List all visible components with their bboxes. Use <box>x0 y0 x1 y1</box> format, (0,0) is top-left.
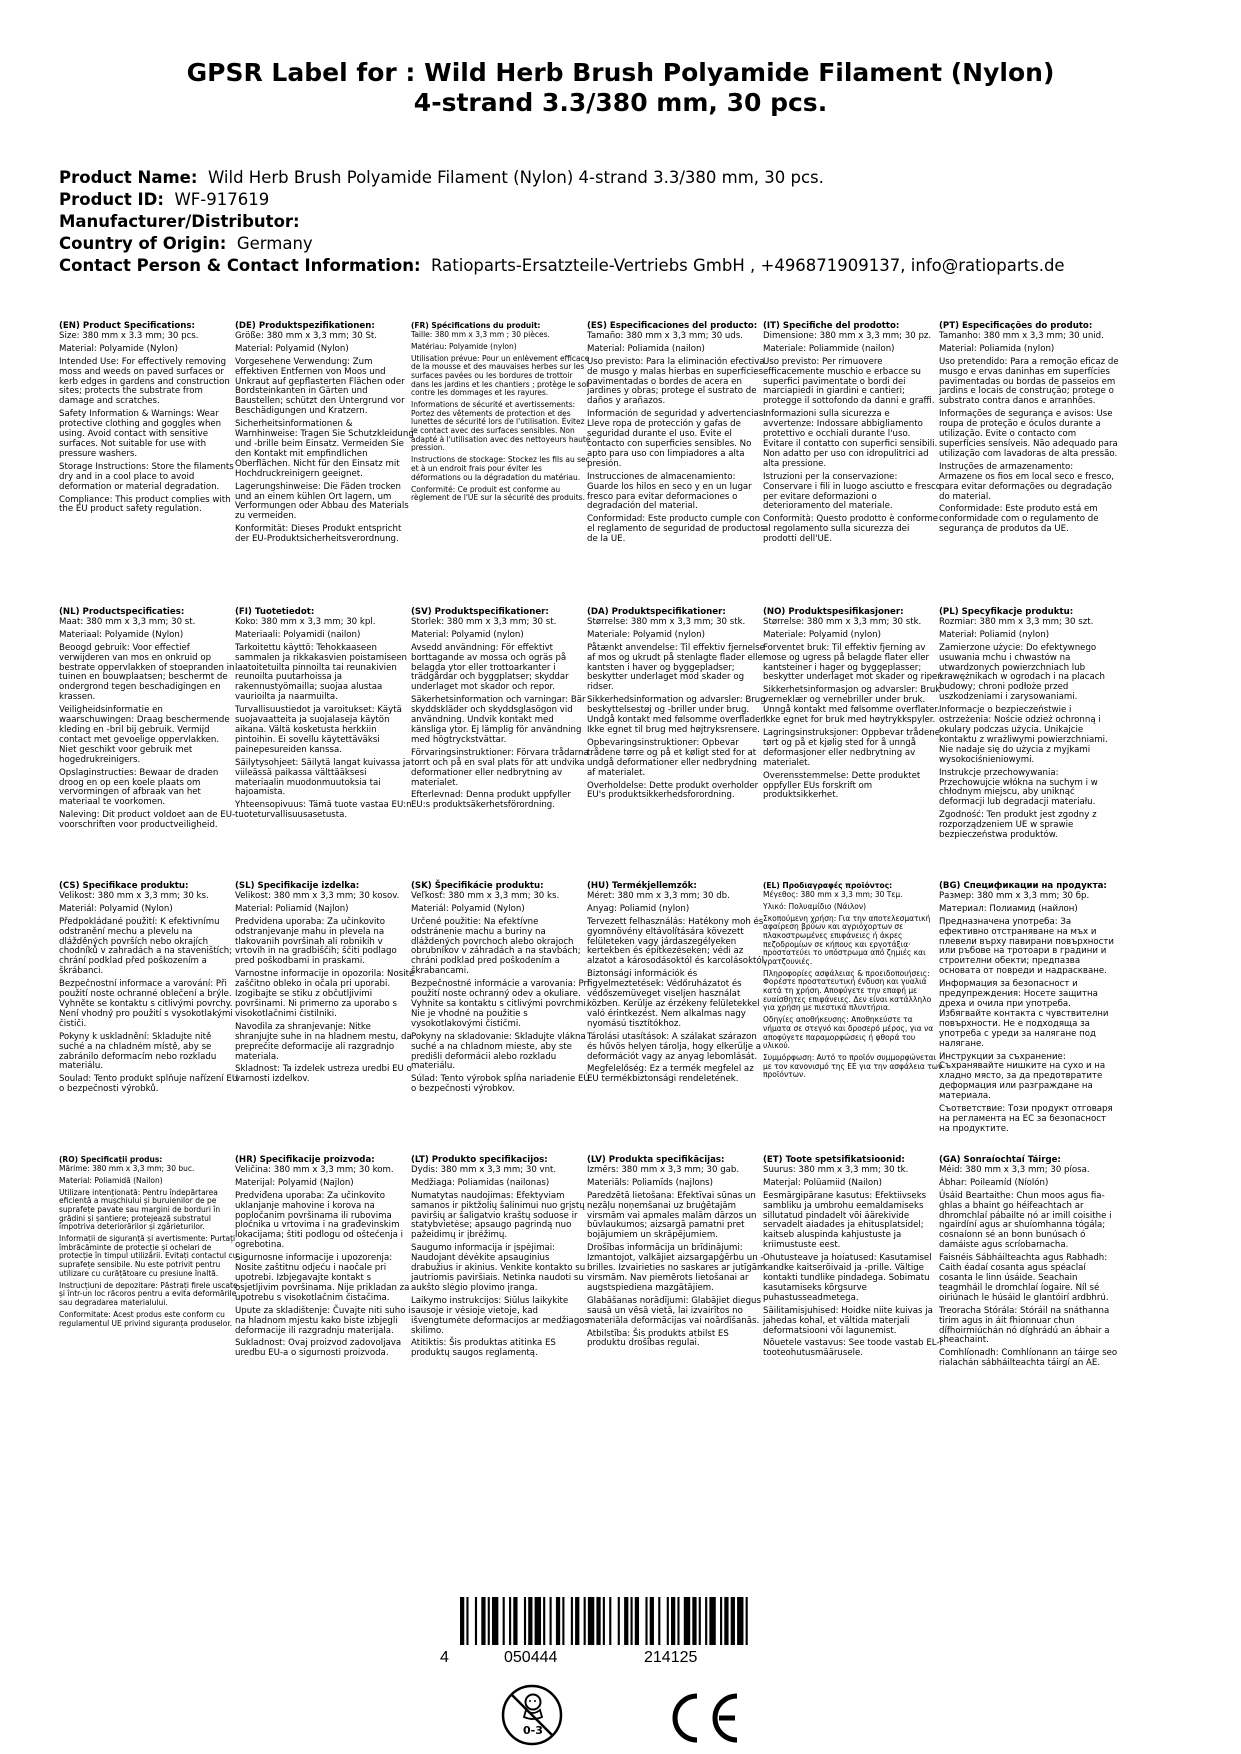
barcode-bar <box>524 1597 526 1645</box>
spec-paragraph: Lagringsinstruksjoner: Oppbevar trådene tørt og på et kjølig sted for å unngå deformasjoner eller nedbrytning av materialet. <box>763 727 940 768</box>
spec-paragraph: Istruzioni per la conservazione: Conservare i fili in luogo asciutto e fresco per evitare deformazioni o deterioramento del materiale. <box>763 471 942 512</box>
spec-paragraph: Veiligheidsinformatie en waarschuwingen: Draag beschermende kleding en -bril bij gebruik. Vermijd contact met gevoelige oppervlakken. Niet geschikt voor gebruik met hogedrukreinigers. <box>59 705 230 765</box>
barcode-bar <box>705 1597 707 1645</box>
spec-heading: (SL) Specifikacije izdelka: <box>235 881 360 891</box>
barcode-bar <box>709 1597 715 1645</box>
info-label: Product ID: <box>59 190 164 209</box>
barcode-bar <box>624 1597 628 1645</box>
spec-paragraph: Tárolási utasítások: A szálakat szárazon és hűvös helyen tárolja, hogy elkerülje a deformációt vagy az anyag lebomlását. <box>587 1031 762 1062</box>
spec-block <box>59 1156 239 1332</box>
spec-paragraph: Faisnéis Sábháilteachta agus Rabhadh: Caith éadaí cosanta agus spéaclaí cosanta le linn úsáide. Seachain teagmháil le dromchlaí íogaire. Níl sé oiriúnach le húsáid le glantóirí ardbhrú. <box>939 1253 1109 1303</box>
spec-paragraph: Bezpečnostné informácie a varovania: Pri použití noste ochranný odev a okuliare. Vyhnite sa kontaktu s citlivými povrchmi. Nie je vhodné na použitie s vysokotlakovými čističmi. <box>411 979 590 1029</box>
info-label: Product Name: <box>59 168 198 187</box>
spec-paragraph: Sukladnost: Ovaj proizvod zadovoljava uredbu EU-a o sigurnosti proizvoda. <box>235 1338 402 1359</box>
info-label: Country of Origin: <box>59 234 227 253</box>
spec-block <box>763 322 943 548</box>
spec-paragraph: Soulad: Tento produkt splňuje nařízení EU o bezpečnosti výrobků. <box>59 1074 239 1095</box>
info-value: Wild Herb Brush Polyamide Filament (Nylon) 4-strand 3.3/380 mm, 30 pcs. <box>207 168 824 187</box>
spec-paragraph: Overensstemmelse: Dette produktet oppfyller EUs forskrift om produktsikkerhet. <box>763 770 921 801</box>
spec-paragraph: Anyag: Poliamid (nylon) <box>587 903 690 914</box>
spec-block <box>587 882 767 1088</box>
spec-paragraph: Naleving: Dit product voldoet aan de EU-voorschriften voor productveiligheid. <box>59 810 236 831</box>
spec-paragraph: Drošības informācija un brīdinājumi: Izmantojot, valkājiet aizsargapģērbu un -brilles. Izvairieties no saskares ar jutīgām virsmām. Nav piemērots lietošanai ar augstspiediena mazgātājiem. <box>587 1243 766 1293</box>
title-line-1: GPSR Label for : Wild Herb Brush Polyamide Filament (Nylon) <box>186 58 1055 87</box>
ce-mark-icon <box>663 1690 743 1746</box>
spec-block <box>59 608 239 834</box>
product-info <box>59 167 1209 277</box>
spec-paragraph: Méid: 380 mm x 3,3 mm; 30 píosa. <box>939 1164 1090 1175</box>
spec-heading: (HU) Termékjellemzők: <box>587 881 697 891</box>
spec-heading: (FR) Spécifications du produit: <box>411 321 541 330</box>
spec-block <box>939 882 1119 1138</box>
spec-paragraph: Tarkoitettu käyttö: Tehokkaaseen sammalen ja rikkakasvien poistamiseen laatoitetuilta pinnoilta tai reunakivien reunoilta puutarhoissa ja rakennustyömailla; suojaa alustaa vaurioilta ja naarmuilta. <box>235 642 407 703</box>
spec-paragraph: Megfelelőség: Ez a termék megfelel az EU termékbiztonsági rendeletének. <box>587 1064 754 1085</box>
spec-paragraph: Ábhar: Poileamíd (Níolón) <box>939 1177 1049 1188</box>
barcode-bar <box>635 1597 639 1645</box>
spec-paragraph: Overholdelse: Dette produkt overholder EU's produktsikkerhedsforordning. <box>587 780 759 801</box>
spec-paragraph: Izmērs: 380 mm x 3,3 mm; 30 gab. <box>587 1164 740 1175</box>
spec-paragraph: Yhteensopivuus: Tämä tuote vastaa EU:n tuoteturvallisuusasetusta. <box>235 800 412 821</box>
label-title <box>0 58 1241 118</box>
spec-heading: (LT) Produkto specifikacijos: <box>411 1155 548 1165</box>
spec-paragraph: Uso previsto: Para la eliminación efectiva de musgo y malas hierbas en superficies pavimentadas o bordes de acera en jardines y obras; protege el sustrato de daños y arañazos. <box>587 356 765 407</box>
spec-paragraph: Compliance: This product complies with the EU product safety regulation. <box>59 494 231 515</box>
spec-paragraph: Súlad: Tento výrobok spĺňa nariadenie EÚ o bezpečnosti výrobkov. <box>411 1074 590 1095</box>
spec-paragraph: Veľkosť: 380 mm x 3,3 mm; 30 ks. <box>411 890 560 901</box>
spec-paragraph: Informazioni sulla sicurezza e avvertenze: Indossare abbigliamento protettivo e occhiali durante l'uso. Evitare il contatto con superfici sensibili. Non adatto per uso con idropulitrici ad alta pressione. <box>763 409 938 469</box>
spec-heading: (PT) Especificações do produto: <box>939 321 1093 331</box>
spec-paragraph: Matériau: Polyamide (nylon) <box>411 341 517 351</box>
spec-paragraph: Informacje o bezpieczeństwie i ostrzeżenia: Noście odzież ochronną i okulary podczas użycia. Unikajcie kontaktu z wrażliwymi powierzchniami. Nie nadaje się do użycia z myjkami wysokociśnieniowymi. <box>939 705 1108 765</box>
barcode-bar <box>460 1597 464 1645</box>
spec-paragraph: Numatytas naudojimas: Efektyviam samanos ir piktžolių šalinimui nuo grįstų paviršių ar šaligatvio kraštų soduose ir statybvietėse; apsaugo pagrindą nuo pažeidimų ir įbrėžimų. <box>411 1190 585 1241</box>
barcode-bar <box>481 1597 485 1645</box>
spec-paragraph: Conformità: Questo prodotto è conforme al regolamento sulla sicurezza dei prodotti dell'UE. <box>763 514 938 545</box>
spec-paragraph: Konformität: Dieses Produkt entspricht der EU-Produktsicherheitsverordnung. <box>235 524 402 545</box>
barcode-bar <box>492 1597 498 1645</box>
spec-paragraph: Informații de siguranță și avertismente: Purtați îmbrăcăminte de protecție și ochelari de protecție în timpul utilizării. Evitați contactul cu suprafețe sensibile. Nu este potrivit pentru utilizare cu curățătoare cu presiune înaltă. <box>59 1234 238 1278</box>
spec-paragraph: Storlek: 380 mm x 3,3 mm; 30 st. <box>411 616 557 627</box>
spec-block <box>939 1156 1119 1372</box>
spec-paragraph: Tervezett felhasználás: Hatékony moh és gyomnövény eltávolítására kövezett felületeken vagy járdaszegélyeken kertekben és építkezéseken; védi az alzatot a károsodásoktól és karcolásoktól. <box>587 916 767 967</box>
spec-block <box>59 882 239 1098</box>
spec-block <box>235 608 415 824</box>
spec-heading: (BG) Спецификации на продукта: <box>939 881 1107 891</box>
spec-paragraph: Predviđena uporaba: Za učinkovito uklanjanje mahovine i korova na popločanim površinama ili rubovima pločnika u vrtovima i na građevinskim lokacijama; štiti podlogu od oštećenja i ogrebotina. <box>235 1190 404 1251</box>
spec-paragraph: Материал: Полиамид (найлон) <box>939 903 1078 914</box>
spec-paragraph: Materiale: Polyamid (nylon) <box>763 629 881 640</box>
spec-paragraph: Предназначена употреба: За ефективно отстраняване на мъх и плевели върху павирани повърхности или ръбове на тротоари в градини и строителни обекти; предпазва основата от повреди и надраскване. <box>939 916 1114 977</box>
barcode-bar <box>720 1597 722 1645</box>
contact-row <box>59 255 1209 277</box>
spec-paragraph: Beoogd gebruik: Voor effectief verwijderen van mos en onkruid op bestrate oppervlakken of stoepranden in tuinen en bouwplaatsen; beschermt de ondergrond tegen beschadigingen en krassen. <box>59 642 235 703</box>
spec-block <box>235 1156 415 1362</box>
spec-block <box>939 608 1119 844</box>
spec-paragraph: Varnostne informacije in opozorila: Nosite zaščitno obleko in očala pri uporabi. Izogibajte se stiku z občutljivimi površinami. Ni primerno za uporabo s visokotlačnimi čistilniki. <box>235 969 415 1019</box>
spec-paragraph: Upute za skladištenje: Čuvajte niti suho i na hladnom mjestu kako biste izbjegli deformacije ili razgradnju materijala. <box>235 1305 411 1336</box>
spec-block <box>411 882 591 1098</box>
spec-paragraph: Nõuetele vastavus: See toode vastab EL-i tooteohutusmäärusele. <box>763 1338 942 1359</box>
spec-heading: (DA) Produktspecifikationer: <box>587 607 726 617</box>
spec-paragraph: Atbilstība: Šis produkts atbilst ES produktu drošības regulai. <box>587 1328 729 1349</box>
barcode-bar <box>731 1597 735 1645</box>
barcode-bar <box>584 1597 586 1645</box>
barcode-bar <box>609 1597 611 1645</box>
barcode-bar <box>588 1597 594 1645</box>
spec-heading: (CS) Specifikace produktu: <box>59 881 189 891</box>
spec-heading: (EN) Product Specifications: <box>59 321 195 331</box>
spec-paragraph: Mărime: 380 mm x 3,3 mm; 30 buc. <box>59 1163 195 1173</box>
spec-paragraph: Инструкции за съхранение: Съхранявайте нишките на сухо и на хладно място, за да предотвратите деформация или разграждане на материала. <box>939 1051 1106 1102</box>
spec-paragraph: Informações de segurança e avisos: Use roupa de proteção e óculos durante a utilização. Evite o contacto com superfícies sensíveis. Não adequado para utilização com lavadoras de alta pressão. <box>939 409 1118 459</box>
barcode-bar <box>645 1597 647 1645</box>
spec-paragraph: Laikymo instrukcijos: Siūlus laikykite sausoje ir vėsioje vietoje, kad išvengtumėte deformacijos ar medžiagos skilimo. <box>411 1295 590 1336</box>
spec-paragraph: Material: Polyamid (Nylon) <box>235 343 349 354</box>
spec-paragraph: Instrukcje przechowywania: Przechowujcie włókna na suchym i w chłodnym miejscu, aby uniknąć deformacji lub degradacji materiału. <box>939 767 1098 808</box>
spec-paragraph: Navodila za shranjevanje: Nitke shranjujte suhe in na hladnem mestu, da preprečite deformacije ali razgradnjo materiala. <box>235 1021 412 1062</box>
spec-paragraph: Lagerungshinweise: Die Fäden trocken und an einem kühlen Ort lagern, um Verformungen oder Abbau des Materials zu vermeiden. <box>235 481 409 522</box>
spec-paragraph: Dydis: 380 mm x 3,3 mm; 30 vnt. <box>411 1164 557 1175</box>
spec-paragraph: Material: Polyamid (nylon) <box>411 629 524 640</box>
barcode-bar <box>571 1597 573 1645</box>
spec-heading: (HR) Specifikacije proizvoda: <box>235 1155 375 1165</box>
spec-block <box>939 322 1119 538</box>
spec-paragraph: Rozmiar: 380 mm x 3,3 mm; 30 szt. <box>939 616 1094 627</box>
spec-paragraph: Συμμόρφωση: Αυτό το προϊόν συμμορφώνεται με τον κανονισμό της ΕΕ για την ασφάλεια των προϊόντων. <box>763 1053 943 1080</box>
barcode <box>456 1597 756 1645</box>
spec-paragraph: Avsedd användning: För effektivt borttagande av mossa och ogräs på belagda ytor eller trottoarkanter i trädgårdar och byggplatser; skyddar underlaget mot skador och repor. <box>411 642 569 693</box>
barcode-bar <box>596 1597 600 1645</box>
spec-paragraph: Glabāšanas norādījumi: Glabājiet diegus sausā un vēsā vietā, lai izvairītos no materiāla deformācijas vai noārdīšanās. <box>587 1295 761 1326</box>
spec-heading: (RO) Specificații produs: <box>59 1155 163 1164</box>
spec-paragraph: Size: 380 mm x 3.3 mm; 30 pcs. <box>59 330 199 341</box>
barcode-bar <box>503 1597 505 1645</box>
spec-paragraph: Förvaringsinstruktioner: Förvara trådarna torrt och på en sval plats för att undvika deformationer eller nedbrytning av materialet. <box>411 747 589 788</box>
barcode-bar <box>562 1597 564 1645</box>
spec-paragraph: Utilisation prévue: Pour un enlèvement efficace de la mousse et des mauvaises herbes sur les surfaces pavées ou les bordures de trottoir dans les jardins et les chantiers ; protège le sol contre les dommages et les rayures. <box>411 353 590 398</box>
spec-block <box>411 322 591 506</box>
spec-paragraph: Conformidad: Este producto cumple con el reglamento de seguridad de productos de la UE. <box>587 514 765 545</box>
barcode-digits-left: 050444 <box>504 1649 558 1666</box>
spec-heading: (FI) Tuotetiedot: <box>235 607 315 617</box>
spec-paragraph: Ohutusteave ja hoiatused: Kasutamisel kandke kaitserõivaid ja -prille. Vältige kontakti tundlike pindadega. Sobimatu kasutamiseks kõrgsurve puhastusseadmetega. <box>763 1253 932 1303</box>
spec-paragraph: Turvallisuustiedot ja varoitukset: Käytä suojavaatteita ja suojalaseja käytön aikana. Vältä kosketusta herkkiin pintoihin. Ei sovellu käytettäväksi painepesureiden kanssa. <box>235 705 402 755</box>
spec-paragraph: Οδηγίες αποθήκευσης: Αποθηκεύστε τα νήματα σε στεγνό και δροσερό μέρος, για να αποφύγετε παραμορφώσεις ή φθορά του υλικού. <box>763 1015 934 1051</box>
spec-paragraph: Koko: 380 mm x 3,3 mm; 30 kpl. <box>235 616 376 627</box>
info-label: Contact Person & Contact Information: <box>59 256 421 275</box>
barcode-bar <box>677 1597 679 1645</box>
spec-block <box>59 322 239 518</box>
spec-paragraph: Material: Poliamid (Najlon) <box>235 903 349 914</box>
barcode-bar <box>618 1597 620 1645</box>
spec-paragraph: Material: Poliamida (nailon) <box>587 343 705 354</box>
barcode-bar <box>746 1597 748 1645</box>
spec-heading: (NO) Produktspesifikasjoner: <box>763 607 904 617</box>
spec-paragraph: Materiale: Poliammide (nailon) <box>763 343 895 354</box>
barcode-bar <box>466 1597 468 1645</box>
info-value: Germany <box>236 234 313 253</box>
barcode-bar <box>535 1597 541 1645</box>
spec-paragraph: Zamierzone użycie: Do efektywnego usuwania mchu i chwastów na utwardzonych powierzchniach lub krawężnikach w ogrodach i na placach budowy; chroni podłoże przed uszkodzeniami i zarysowaniami. <box>939 642 1105 703</box>
spec-paragraph: Storage Instructions: Store the filaments dry and in a cool place to avoid deformation or material degradation. <box>59 461 234 492</box>
barcode-bar <box>692 1597 696 1645</box>
spec-block <box>235 322 415 548</box>
spec-paragraph: Safety Information & Warnings: Wear protective clothing and goggles when using. Avoid contact with sensitive surfaces. Not suitable for use with pressure washers. <box>59 409 222 459</box>
spec-paragraph: Materiaal: Polyamide (Nylon) <box>59 629 184 640</box>
spec-paragraph: Biztonsági információk és figyelmeztetések: Védőruházatot és védőszemüveget viseljen használat közben. Kerülje az érzékeny felületekkel való érintkezést. Nem alkalmas nagy nyomású tisztítókhoz. <box>587 969 760 1029</box>
spec-paragraph: Размер: 380 mm x 3,3 mm; 30 бр. <box>939 890 1090 901</box>
spec-paragraph: Materjal: Polüamiid (Nailon) <box>763 1177 882 1188</box>
spec-paragraph: Información de seguridad y advertencias: Lleve ropa de protección y gafas de seguridad durante el uso. Evite el contacto con superficies sensibles. No apto para uso con limpiadores a alta presión. <box>587 409 767 469</box>
spec-paragraph: Σκοπούμενη χρήση: Για την αποτελεσματική αφαίρεση βρύων και αγριόχορτων σε πλακοστρωμένες επιφάνειες ή άκρες πεζοδρομίων σε κήπους και εργοτάξια· προστατεύει το υπόστρωμα από ζημιές και γρατζουνιές. <box>763 913 931 966</box>
spec-paragraph: Intended Use: For effectively removing moss and weeds on paved surfaces or kerb edges in gardens and construction sites; protects the substrate from damage and scratches. <box>59 356 230 407</box>
spec-paragraph: Instrucțiuni de depozitare: Păstrați firele uscate și într-un loc răcoros pentru a evita deformările sau degradarea materialului. <box>59 1280 238 1307</box>
barcode-bar <box>658 1597 660 1645</box>
spec-paragraph: Saugumo informacija ir įspėjimai: Naudojant dėvėkite apsauginius drabužius ir akinius. Venkite kontakto su jautriomis paviršiais. Netinka naudoti su aukšto slėgio plovimo įranga. <box>411 1243 586 1293</box>
spec-paragraph: Opslaginstructies: Bewaar de draden droog en op een koele plaats om vervormingen of afbraak van het materiaal te voorkomen. <box>59 767 219 808</box>
spec-paragraph: Uso previsto: Per rimuovere efficacemente muschio e erbacce su superfici pavimentate o bordi dei marciapiedi in giardini e cantieri; protegge il sottofondo da danni e graffi. <box>763 356 935 407</box>
barcode-bar <box>475 1597 477 1645</box>
spec-heading: (GA) Sonraíochtaí Táirge: <box>939 1155 1061 1165</box>
barcode-bar <box>550 1597 552 1645</box>
spec-heading: (EL) Προδιαγραφές προϊόντος: <box>763 881 893 890</box>
spec-paragraph: Μέγεθος: 380 mm x 3,3 mm; 30 Τεμ. <box>763 889 903 899</box>
barcode-bar <box>667 1597 669 1645</box>
barcode-bar <box>543 1597 545 1645</box>
barcode-bar <box>509 1597 511 1645</box>
spec-paragraph: Úsáid Beartaithe: Chun moos agus fia-ghlas a bhaint go héifeachtach ar dhromchlaí pábailte nó ar imill coisithe i ngairdíní agus ar shuíomhanna tógála; cosnaíonn sé an bonn bunúsach ó damáiste agus scríobarnacha. <box>939 1190 1112 1251</box>
spec-paragraph: Opbevaringsinstruktioner: Opbevar trådene tørre og på et køligt sted for at undgå deformationer eller nedbrydning af materialet. <box>587 737 757 778</box>
spec-paragraph: Materiale: Polyamid (nylon) <box>587 629 705 640</box>
spec-paragraph: Materiał: Poliamid (nylon) <box>939 629 1050 640</box>
spec-paragraph: Skladnost: Ta izdelek ustreza uredbi EU o varnosti izdelkov. <box>235 1064 412 1085</box>
spec-paragraph: Pokyny na skladovanie: Skladujte vlákna suché a na chladnom mieste, aby ste predišli deformácii alebo rozkladu materiálu. <box>411 1031 586 1072</box>
barcode-bar <box>737 1597 743 1645</box>
spec-paragraph: Utilizare intenționată: Pentru îndepărtarea eficientă a mușchiului și buruienilor de pe suprafețe pavate sau margini de borduri în grădini și șantiere; protejează substratul împotriva deteriorărilor și zgârieturilor. <box>59 1187 221 1232</box>
barcode-bar <box>528 1597 532 1645</box>
spec-block <box>763 1156 943 1362</box>
spec-block <box>763 608 943 804</box>
spec-paragraph: Tamanho: 380 mm x 3,3 mm; 30 unid. <box>939 330 1104 341</box>
spec-paragraph: Veličina: 380 mm x 3,3 mm; 30 kom. <box>235 1164 394 1175</box>
spec-paragraph: Předpokládané použití: K efektivnímu odstranění mechu a plevelu na dlážděných površích nebo okrajích chodníků v zahradách a na staveništích; chrání podklad před poškozením a škrábanci. <box>59 916 233 977</box>
spec-paragraph: Eesmärgipärane kasutus: Efektiivseks sambliku ja umbrohu eemaldamiseks sillutatud pindadelt või äärekivide servadelt aiadades ja ehitusplatsidel; kaitseb aluspinda kahjustuste ja kriimustuste eest. <box>763 1190 927 1251</box>
spec-paragraph: Größe: 380 mm x 3,3 mm; 30 St. <box>235 330 378 341</box>
info-value: WF-917619 <box>174 190 270 209</box>
spec-block <box>587 1156 767 1352</box>
spec-paragraph: Materijal: Polyamid (Najlon) <box>235 1177 354 1188</box>
barcode-digit-first: 4 <box>440 1649 449 1666</box>
spec-heading: (IT) Specifiche del prodotto: <box>763 321 900 331</box>
spec-block <box>587 608 767 804</box>
info-label: Manufacturer/Distributor: <box>59 212 300 231</box>
spec-paragraph: Bezpečnostní informace a varování: Při použití noste ochranné oblečení a brýle. Vyhněte se kontaktu s citlivými povrchy. Není vhodný pro použití s vysokotlakými čističi. <box>59 979 233 1029</box>
spec-paragraph: Comhlíonadh: Comhlíonann an táirge seo rialachán sábháilteachta táirgí an AE. <box>939 1348 1118 1369</box>
spec-paragraph: Materiál: Polyamid (Nylon) <box>59 903 173 914</box>
barcode-bar <box>724 1597 728 1645</box>
spec-paragraph: Materiāls: Poliamīds (najlons) <box>587 1177 713 1188</box>
barcode-bar <box>631 1597 633 1645</box>
spec-paragraph: Efterlevnad: Denna produkt uppfyller EU:s produktsäkerhetsförordning. <box>411 790 571 811</box>
barcode-digits-right: 214125 <box>644 1649 698 1666</box>
barcode-bar <box>699 1597 701 1645</box>
spec-paragraph: Størrelse: 380 mm x 3,3 mm; 30 stk. <box>763 616 922 627</box>
spec-paragraph: Säilitamisjuhised: Hoidke niite kuivas ja jahedas kohal, et vältida materjali deformatsiooni või lagunemist. <box>763 1305 933 1336</box>
spec-paragraph: Sicherheitsinformationen & Warnhinweise: Tragen Sie Schutzkleidung und -brille beim Einsatz. Vermeiden Sie den Kontakt mit empfindlichen Oberflächen. Nicht für den Einsatz mit Hochdruckreinigern geeignet. <box>235 419 414 479</box>
spec-paragraph: Informations de sécurité et avertissements: Portez des vêtements de protection et des lunettes de sécurité lors de l'utilisation. Évitez le contact avec des surfaces sensibles. Non adapté à l'utilisation avec des nettoyeurs haute pression. <box>411 400 591 453</box>
spec-paragraph: Materiaali: Polyamidi (nailon) <box>235 629 361 640</box>
spec-paragraph: Maat: 380 mm x 3,3 mm; 30 st. <box>59 616 196 627</box>
spec-paragraph: Medžiaga: Poliamidas (nailonas) <box>411 1177 550 1188</box>
spec-paragraph: Treoracha Stórála: Stóráil na snáthanna tirim agus in áit fhionnuar chun dífhoirmiúchán nó díghrádú an ábhair a sheachaint. <box>939 1305 1110 1346</box>
spec-paragraph: Säilytysohjeet: Säilytä langat kuivassa ja viileässä paikassa välttääksesi materiaalin muodonmuutoksia tai hajoamista. <box>235 757 411 798</box>
spec-heading: (DE) Produktspezifikationen: <box>235 321 375 331</box>
title-line-2: 4-strand 3.3/380 mm, 30 pcs. <box>413 88 828 117</box>
spec-paragraph: Velikost: 380 mm x 3,3 mm; 30 ks. <box>59 890 209 901</box>
manufacturer-row <box>59 211 1209 233</box>
spec-paragraph: Информация за безопасност и предупреждения: Носете защитна дреха и очила при употреба. Избягвайте контакта с чувствителни повърхности. Не е подходяща за употреба с уреди за налягане под налягане. <box>939 979 1109 1049</box>
spec-paragraph: Material: Polyamide (Nylon) <box>59 343 178 354</box>
barcode-bar <box>671 1597 675 1645</box>
spec-paragraph: Sikkerhetsinformasjon og advarsler: Bruk verneklær og vernebriller under bruk. Unngå kontakt med følsomme overflater. Ikke egnet for bruk med høytrykkspyler. <box>763 685 941 726</box>
spec-paragraph: Suurus: 380 mm x 3,3 mm; 30 tk. <box>763 1164 909 1175</box>
spec-heading: (SK) Špecifikácie produktu: <box>411 881 544 891</box>
barcode-bar <box>488 1597 490 1645</box>
barcode-bar <box>556 1597 560 1645</box>
spec-paragraph: Säkerhetsinformation och varningar: Bär skyddskläder och skyddsglasögon vid användning. Undvik kontakt med känsliga ytor. Ej lämplig för användning med högtryckstvättar. <box>411 695 586 745</box>
spec-paragraph: Størrelse: 380 mm x 3,3 mm; 30 stk. <box>587 616 746 627</box>
spec-paragraph: Съответствие: Този продукт отговаря на регламента на ЕС за безопасност на продуктите. <box>939 1104 1113 1134</box>
spec-paragraph: Atitiktis: Šis produktas atitinka ES produktų saugos reglamentą. <box>411 1338 556 1359</box>
spec-block <box>587 322 767 548</box>
spec-paragraph: Instrucciones de almacenamiento: Guarde los hilos en seco y en un lugar fresco para evitar deformaciones o degradación del material. <box>587 471 752 512</box>
spec-paragraph: Sikkerhedsinformation og advarsler: Brug beskyttelsestøj og -briller under brug. Undgå kontakt med følsomme overflader. Ikke egnet til brug med højtryksrensere. <box>587 695 766 735</box>
product-id-row <box>59 189 1209 211</box>
spec-paragraph: Πληροφορίες ασφάλειας & προειδοποιήσεις: Φορέστε προστατευτική ένδυση και γυαλιά κατά τη χρήση. Αποφύγετε την επαφή με ευαίσθητες επιφάνειες. Δεν είναι κατάλληλο για χρήση με πιεστικά πλυντήρια. <box>763 968 932 1013</box>
spec-paragraph: Velikost: 380 mm x 3,3 mm; 30 kosov. <box>235 890 400 901</box>
spec-block <box>411 608 591 814</box>
barcode-bar <box>513 1597 517 1645</box>
age-label: 0-3 <box>523 1724 543 1737</box>
info-value: Ratioparts-Ersatzteile-Vertriebs GmbH , +496871909137, info@ratioparts.de <box>431 256 1065 275</box>
spec-paragraph: Uso pretendido: Para a remoção eficaz de musgo e ervas daninhas em superfícies pavimentadas ou bordas de passeios em jardins e locais de construção; protege o substrato contra danos e arranhões. <box>939 356 1119 407</box>
age-0-3-warning-icon <box>500 1683 564 1747</box>
spec-paragraph: Material: Poliamidă (Nailon) <box>59 1175 163 1185</box>
product-name-row <box>59 167 1209 189</box>
barcode-bar <box>684 1597 690 1645</box>
spec-heading: (NL) Productspecificaties: <box>59 607 185 617</box>
spec-paragraph: Υλικό: Πολυαμίδιο (Νάιλον) <box>763 901 866 911</box>
spec-paragraph: Conformitate: Acest produs este conform cu regulamentul UE privind siguranța produselor. <box>59 1310 233 1328</box>
spec-paragraph: Paredzētā lietošana: Efektīvai sūnas un nezāļu noņemšanai uz bruģētajām virsmām vai apmales malām dārzos un būvlaukumos; aizsargā pamatni pret bojājumiem un skrāpējumiem. <box>587 1190 757 1241</box>
spec-paragraph: Určené použitie: Na efektívne odstránenie machu a buriny na dláždených povrchoch alebo okrajoch obrubníkov v záhradách a na stavbách; chráni podklad pred poškodením a škrabancami. <box>411 916 581 977</box>
spec-heading: (SV) Produktspecifikationer: <box>411 607 549 617</box>
spec-paragraph: Méret: 380 mm x 3,3 mm; 30 db. <box>587 890 730 901</box>
spec-paragraph: Påtænkt anvendelse: Til effektiv fjernelse af mos og ukrudt på stenlagte flader eller kantsten i haver og byggepladser; beskytter underlaget mod skader og ridser. <box>587 642 767 693</box>
spec-heading: (PL) Specyfikacje produktu: <box>939 607 1074 617</box>
spec-heading: (ES) Especificaciones del producto: <box>587 321 758 331</box>
spec-block <box>411 1156 591 1362</box>
spec-block <box>763 882 943 1083</box>
spec-paragraph: Predvidena uporaba: Za učinkovito odstranjevanje mahu in plevela na tlakovanih površinah ali robnikih v vrtovih in na gradbiščih; ščiti podlago pred poškodbami in praskami. <box>235 916 397 967</box>
spec-paragraph: Dimensione: 380 mm x 3,3 mm; 30 pz. <box>763 330 932 341</box>
spec-paragraph: Pokyny k uskladnění: Skladujte nitě suché a na chladném místě, aby se zabránilo deformacím nebo rozkladu materiálu. <box>59 1031 217 1072</box>
spec-paragraph: Materiál: Polyamid (Nylon) <box>411 903 525 914</box>
spec-paragraph: Taille: 380 mm x 3,3 mm ; 30 pièces. <box>411 329 550 339</box>
spec-paragraph: Instruções de armazenamento: Armazene os fios em local seco e fresco, para evitar deformações ou degradação do material. <box>939 461 1115 502</box>
spec-paragraph: Material: Poliamida (nylon) <box>939 343 1055 354</box>
spec-paragraph: Conformidade: Este produto está em conformidade com o regulamento de segurança de produtos da UE. <box>939 504 1099 535</box>
spec-paragraph: Tamaño: 380 mm x 3,3 mm; 30 uds. <box>587 330 744 341</box>
spec-paragraph: Conformité: Ce produit est conforme au règlement de l'UE sur la sécurité des produits. <box>411 484 585 503</box>
spec-heading: (LV) Produkta specifikācijas: <box>587 1155 725 1165</box>
spec-block <box>235 882 415 1088</box>
spec-paragraph: Zgodność: Ten produkt jest zgodny z rozporządzeniem UE w sprawie bezpieczeństwa produktów. <box>939 810 1097 841</box>
spec-heading: (ET) Toote spetsifikatsioonid: <box>763 1155 905 1165</box>
country-row <box>59 233 1209 255</box>
barcode-bar <box>650 1597 654 1645</box>
spec-paragraph: Instructions de stockage: Stockez les fils au sec et à un endroit frais pour éviter les déformations ou la dégradation du matériau. <box>411 455 590 482</box>
barcode-bar <box>603 1597 605 1645</box>
barcode-bar <box>575 1597 579 1645</box>
spec-paragraph: Vorgesehene Verwendung: Zum effektiven Entfernen von Moos und Unkraut auf gepflasterten Flächen oder Bordsteinkanten in Gärten und Baustellen; schützt den Untergrund vor Beschädigungen und Kratzern. <box>235 356 405 417</box>
spec-paragraph: Sigurnosne informacije i upozorenja: Nosite zaštitnu odjeću i naočale pri upotrebi. Izbjegavajte kontakt s osjetljivim površinama. Nije prikladan za upotrebu s visokotlačnim čistačima. <box>235 1253 410 1303</box>
spec-paragraph: Forventet bruk: Til effektiv fjerning av mose og ugress på belagde flater eller kantsteiner i hager og byggeplasser; beskytter underlaget mot skader og riper. <box>763 642 943 683</box>
